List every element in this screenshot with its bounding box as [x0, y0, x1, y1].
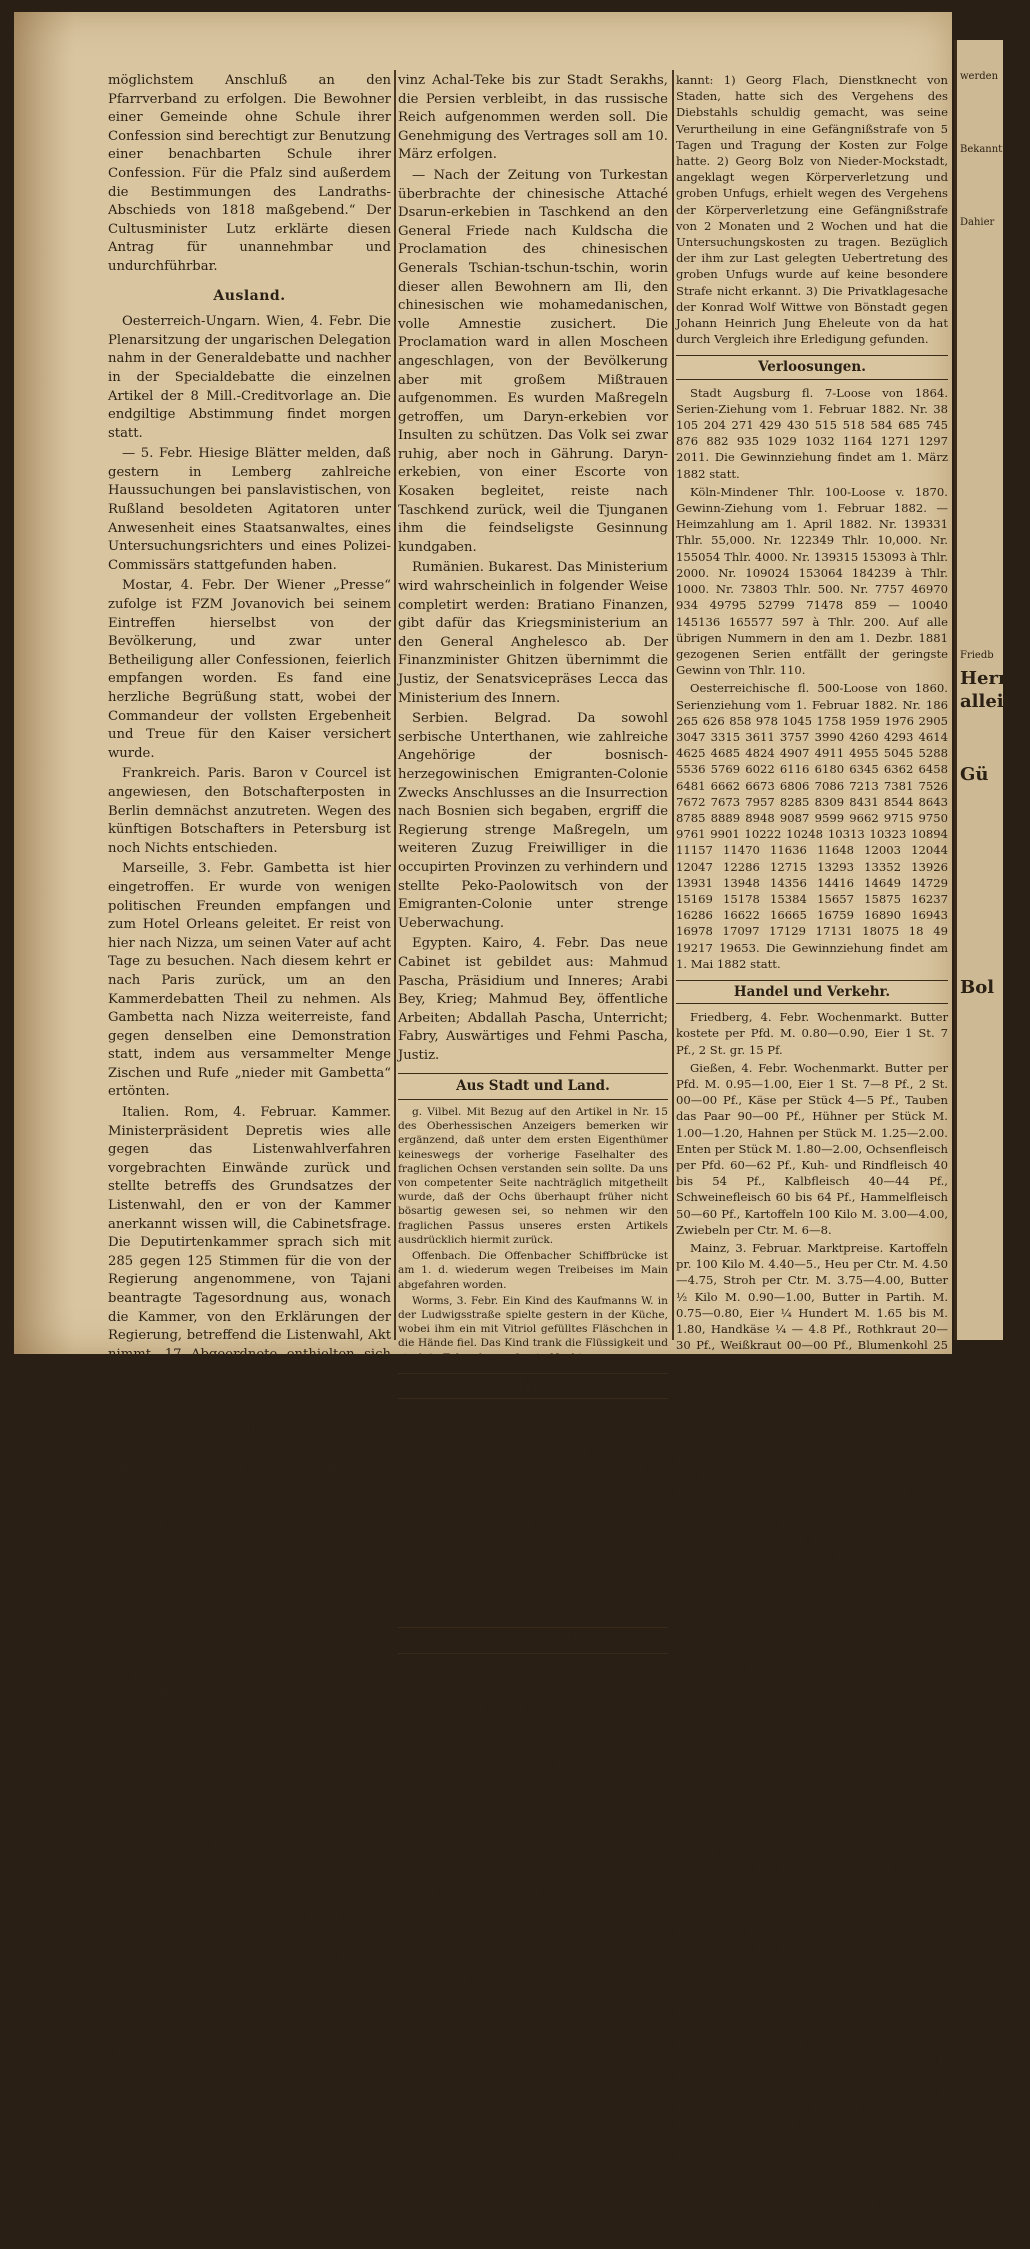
notice-telegraphic-postal: Annahme und Beförderung telegraphischer Post-Anweisungen. Für die Annahme und Beförderung telegraphischer Postanweisungen ist versuchsweise die beschränkende Bestimmung in Wegfall gekommen, nach welcher sowohl am Einzahlungs- als auch am Bestimmungsorte der dem öffentlichen Verkehr dienende Telegraphenanstalt sich befinden muß. Bei telegraphischen Postanweisungen, welche an Orten ohne Telegraphenanstalt zur Post gegeben werden, wird das Ueberweisungs-Telegramm von der Annahme-Postanstalt mit der nächsten Postgelegenheit der am schnellsten zu erreichenden Reichs-Telegraphenanstalt als Einschreibsendung zugeführt. Für letztere hat der Einzahler Porto und Einschreibgebühr im Voraus zu entrichten. Ist eine telegraphische Postanweisung nach einem mit einer Telegraphenanstalt nicht versehenen Postorte gerichtet, so erfolgt die Weiterbeförderung des betreffenden Ueberweisungs-Telegramms von der letzten Telegraphenanstalt bis zur Bestimmungs-Postanstalt ebenfalls mit der nächsten Postgelegenheit als Einschreibsendung. Es ist in das Belieben des Absenders gestellt, ob er das Porto, die Einschreib- und die Eilbestellgebühr für diese Sendung vorauszubezahlen, oder die Berichtigung dem Empfänger überlassen will. Telegraphische Postanweisungen nach Orten ohne Postanstalt werden von der letzten Postanstalt aus in gewisser Weise durch Eilboten ausgeführt. Für die Bestellgebühr telegraphischer Postanweisungen durch Eilboten kommen die für die Eilbestellung gewöhnlicher Postanweisungen im § 21 der Postordnung festgesetzten Gebühren — [676, 1615, 948, 2246]
column-3 — [676, 72, 948, 2249]
news-item-egypt: Egypten. Kairo, 4. Febr. Das neue Cabinet ist gebildet aus: Mahmud Pascha, Präsidium und Inneres; Arabi Bey, Krieg; Mahmud Bey, öffentliche Arbeiten; Abdallah Pascha, Unterricht; Fabry, Auswärtiges und Fehmi Pascha, Justiz. — [398, 936, 668, 1063]
section-heading-verloosungen: Verloosungen. — [676, 355, 948, 379]
news-item-achal-teke: vinz Achal-Teke bis zur Stadt Serakhs, die Persien verbleibt, in das russische Reich aufgenommen werden soll. Die Genehmigung des Vertrages soll am 10. März erfolgen. — [398, 73, 668, 163]
news-item-turkey: Türkei. Konstantinopel, 3. Febr. Die ersten Dragomane der deutschen, russischen, österreichischen und italienischen Botschaft gaben heute an Assym Pascha die identische mündliche Erklärung zu Gunsten der Aufrechterhaltung des status quo in Egypten. Sie fügten hinzu, jede Aenderung würde die Zustimmung aller Großmächte verlangen. Dann hinterließen sie eine Abschrift von dieser Erklärung. — [108, 1536, 391, 1757]
section-heading-gerichtssaal: Gerichtssaal. — [398, 1627, 668, 1654]
adjacent-page-strip — [954, 40, 1030, 1340]
section-heading-allerlei: Allerlei. — [398, 1373, 668, 1400]
market-friedberg: Friedberg, 4. Febr. Wochenmarkt. Butter kostete per Pfd. M. 0.80—0.90, Eier 1 St. 7 Pf., 2 St. gr. 15 Pf. — [676, 1010, 948, 1057]
strip-fragment: Bekanntmach — [960, 144, 1030, 155]
news-item-lemberg: — 5. Febr. Hiesige Blätter melden, daß gestern in Lemberg zahlreiche Haussuchungen bei panslavistischen, von Rußland besoldeten Agitatoren unter Anwesenheit eines Staatsanwaltes, eines Untersuchungsrichters und eines Polizei-Commissärs stattgefunden haben. — [108, 446, 391, 573]
news-item-italy: Italien. Rom, 4. Februar. Kammer. Ministerpräsident Depretis wies alle gegen das Listenwahlverfahren vorgebrachten Einwände zurück und stellte betreffs des Grundsatzes der Listenwahl, den er von der Kammer anerkannt wissen will, die Cabinetsfrage. Die Deputirtenkammer sprach sich mit 285 gegen 125 Stimmen für die von der Regierung angenommene, von Tajani beantragte Tagesordnung aus, wonach die Kammer, von den Erklärungen der Regierung, betreffend die Listenwahl, Akt nimmt. 17 Abgeordnete enthielten sich der Stimmenabgabe. — [108, 1105, 391, 1381]
local-item-vilbel: g. Vilbel. Mit Bezug auf den Artikel in Nr. 15 des Oberhessischen Anzeigers bemerken wir ergänzend, daß unter dem ersten Eigenthümer keineswegs der vorherige Faselhalter des fraglichen Ochsen verstanden sein sollte. Da uns von competenter Seite nachträglich mitgetheilt wurde, daß der Ochs überhaupt früher nicht bösartig gewesen sei, so nehmen wir den fraglichen Passus unseres ersten Artikels ausdrücklich hiermit zurück. — [398, 1106, 668, 1246]
news-item-britain: Großbritannien. London, 5. Februar. Die Declaration, betreffend die Verlängerung des Handelsvertrags mit Frankreich bis 1. März, wurde gestern durch den diesseitigen Botschafter Lord Lyons in Paris und den Ministerpräsidenten Freycinet unterzeichnet. — [108, 1385, 391, 1532]
local-item-offenbach: Offenbach. Die Offenbacher Schiffbrücke ist am 1. d. wiederum wegen Treibeises im Main abgefahren worden. — [398, 1250, 668, 1291]
strip-fragment: Dahier — [960, 217, 995, 228]
page-shadow — [14, 12, 74, 1354]
court-item-altenstadt: Altenstadt. In der heute dahier abgehaltenen Schöffengerichtssitzung wurden in folgenden Sachen er- — [398, 1960, 668, 2001]
article-continuation: möglichstem Anschluß an den Pfarrverband zu erfolgen. Die Bewohner einer Gemeinde ohne Schule ihrer Confession sind berechtigt zur Benutzung einer benachbarten Schule ihrer Confession. Für die Pfalz sind außerdem die Bestimmungen des Landraths-Abschieds von 1818 maßgebend.“ Der Cultusminister Lutz erklärte diesen Antrag für unannehmbar und undurchführbar. — [108, 73, 391, 274]
strip-fragment: Herr — [960, 668, 1008, 689]
column-1 — [108, 72, 391, 2062]
news-item-austria: Oesterreich-Ungarn. Wien, 4. Febr. Die Plenarsitzung der ungarischen Delegation nahm in der Generaldebatte und nachher in der Specialdebatte die einzelnen Artikel der 8 Mill.-Creditvorlage an. Die endgiltige Abstimmung findet morgen statt. — [108, 314, 391, 441]
strip-fragment: Friedb — [960, 650, 994, 661]
section-heading-handel: Handel und Verkehr. — [676, 980, 948, 1004]
misc-item-paris: Paris, 2. Febr. Bontour, der Präsident, und Feder, der Director der „Union générale“, wurden gestern Abend wegen schwindelhafter Börsenspekulationen verhaftet. — [398, 1563, 668, 1619]
column-divider — [672, 70, 674, 1340]
lottery-augsburg: Stadt Augsburg fl. 7-Loose von 1864. Serien-Ziehung vom 1. Februar 1882. Nr. 38 105 204 271 429 430 515 518 584 685 745 876 882 935 1029 1032 1164 1271 1297 2011. Die Gewinnziehung findet am 1. März 1882 statt. — [676, 385, 948, 481]
section-heading-ausland: Ausland. — [213, 287, 286, 304]
section-heading-stadt-land: Aus Stadt und Land. — [398, 1073, 668, 1100]
strip-fragment: Bol — [960, 977, 995, 998]
news-item-porte: — Die Pforte stellte den Vertretern der Mächte die Antwort auf deren Note vom December zu, in der diese wegen des Ceremoniells der Consuln remonstrirten. Die Pforte bedauert, daß sie die Ansicht der Botschafter nicht theilen könne; Capitulationen könnten ihr Recht nicht einschränken. Sie stellt den Usus, auf den die Botschafter in der Note sich berufen, in Abrede und bittet die Botschafter, den Consular-Corps die entsprechenden Instructionen zu geben, damit jedem Mißverständniß vorgebeugt werde. — [108, 1761, 391, 2000]
market-mainz: Mainz, 3. Februar. Marktpreise. Kartoffeln pr. 100 Kilo M. 4.40—5., Heu per Ctr. M. 4.50—4.75, Stroh per Ctr. M. 3.75—4.00, Butter ½ Kilo M. 0.90—1.00, Butter in Partih. M. 0.75—0.80, Eier ¼ Hundert M. 1.65 bis M. 1.80, Handkäse ¼ — 4.8 Pf., Rothkraut 20—30 Pf., Weißkraut 00—00 Pf., Blumenkohl 25—30 Pf., Wirsing 3—5 Pf., 1 Ente M. 2.20 bis 2.50, 1 Hahn M. 1.20 bis 1.70, 1 Huhn M. 1.20—1.70, 1 junge Taube 55—60 Pf. — Fruchtmarkt. Waizen hiesiger M. 25.80—26.00, Termine M. 24.75—26.00, amerik. rother Winterwaizen M. 00.00 bis M. 00.00, Roggen, hiesiger und franz., M. 20.25 bis M. 20.50, Gerste, pfälzer, M. 19.50—19.60, Franken M. 19.60—19.80, Hafer eff. M. 15.25—17.25, Reps M. 29.50—30.50, Repskuchen M. 000.00, Rüböl eff. ohne Faß M. 30.50—30.60, per Mai mit Faß M. 30.30—30.40. — Viehmarkt. Ochsen 1. Qual. M. 64., 2. Qual. M. 56.—62., Kühe 1. Qual. M. 57., 2. Qual. M. 40.—50., Kälber das Pfd. 55—60 Pf., Schweine das Pfd. 55 bis 63 Pf. — [676, 1241, 948, 1612]
column-2 — [398, 72, 668, 2004]
news-item-romania: Rumänien. Bukarest. Das Ministerium wird wahrscheinlich in folgender Weise completirt werden: Bratiano Finanzen, gibt dafür das Kriegsministerium an den General Anghelesco ab. Der Finanzminister Ghitzen übernimmt die Justiz, der Senatsvicepräses Lecca das Ministerium des Innern. — [398, 560, 668, 706]
court-item-continuation: kannt: 1) Georg Flach, Dienstknecht von Staden, hatte sich des Vergehens des Diebstahls schuldig gemacht, was seine Verurtheilung in eine Gefängnißstrafe von 5 Tagen und Tragung der Kosten zur Folge hatte. 2) Georg Bolz von Nieder-Mockstadt, angeklagt wegen Körperverletzung und groben Unfugs, erhielt wegen des Vergehens der Körperverletzung eine Gefängnißstrafe von 2 Monaten und 2 Wochen und hat die Untersuchungskosten zu tragen. Bezüglich der ihm zur Last gelegten Uebertretung des groben Unfugs wurde auf keine besondere Strafe nicht erkannt. 3) Die Privatklagesache der Konrad Wolf Wittwe von Bönstadt gegen Johann Heinrich Jung Eheleute von da hat durch Vergleich ihre Erledigung gefunden. — [676, 73, 948, 347]
column-divider — [394, 70, 396, 1340]
lottery-austria: Oesterreichische fl. 500-Loose von 1860. Serienziehung vom 1. Februar 1882. Nr. 186 265 626 858 978 1045 1758 1959 1976 2905 3047 3315 3611 3757 3990 4260 4293 4614 4625 4685 4824 4907 4911 4955 5045 5288 5536 5769 6022 6116 6180 6345 6362 6458 6481 6662 6673 6806 7086 7213 7381 7526 7672 7673 7957 8285 8309 8431 8544 8643 8785 8889 8948 9087 9599 9662 9715 9750 9761 9901 10222 10248 10313 10323 10894 11157 11470 11636 11648 12003 12044 12047 12286 12715 13293 13352 13926 13931 13948 14356 14416 14649 14729 15169 15178 15384 15657 15875 16237 16286 16622 16665 16759 16890 16943 16978 17097 17129 17131 18075 18 49 19217 19653. Die Gewinnziehung findet am 1. Mai 1882 statt. — [676, 681, 948, 971]
strip-fragment: werden — [960, 71, 999, 82]
market-giessen: Gießen, 4. Febr. Wochenmarkt. Butter per Pfd. M. 0.95—1.00, Eier 1 St. 7—8 Pf., 2 St. 00—00 Pf., Käse per Stück 4—5 Pf., Tauben das Paar 90—00 Pf., Hühner per Stück M. 1.00—1.20, Hahnen per Stück M. 1.25—2.00. Enten per Stück M. 1.80—2.00, Ochsenfleisch per Pfd. 60—62 Pf., Kuh- und Rindfleisch 40 bis 54 Pf., Kalbfleisch 40—44 Pf., Schweinefleisch 60 bis 64 Pf., Hammelfleisch 50—60 Pf., Kartoffeln 100 Kilo M. 3.00—4.00, Zwiebeln per Ctr. M. 6—8. — [676, 1060, 948, 1237]
news-item-france: Frankreich. Paris. Baron v Courcel ist angewiesen, den Botschafterposten in Berlin demnächst anzutreten. Wegen des künftigen Botschafters in Petersburg ist noch Nichts entschieden. — [108, 766, 391, 856]
local-item-worms: Worms, 3. Febr. Ein Kind des Kaufmanns W. in der Ludwigsstraße spielte gestern in der Küche, wobei ihm ein mit Vitriol gefülltes Fläschchen in die Hände fiel. Das Kind trank die Flüssigkeit und starb in Folge dessen heute Nacht. — [398, 1294, 668, 1364]
court-item-butzbach: Butzbach, 3. Febr. Das heutige Schöffengericht war von kurzer Dauer, Strafen wurden nur gegen drei Bettler resp. Landstreicher in der Höhe von 8-12 Tagen Haft erkannt und Ueberweisung derselben an die Landespolizeibehörde ausgesprochen. Die Beleidigungsklage gegen Conrad Weisel II. von Fauerbach v. d. H. kam nicht zur Verhandlung, indem der Beleidigte seinen Strafantrag zurück nahm, da Weisel sich bereit erklärt hatte, die Kosten zu zahlen und die Beleidigung durch eine Erklärung im „Wetterauer Boten“ als unwahr zurückzunehmen. Gegen Adam Klein von der Kröge bei Butzbach, beschuldigt, aus der hiesigen Herberge einen Schlafteppich entwendet zu haben, erkannte das Gericht ein freisprechendes Urtheil, da der Zeuge Joh. Hammel erklärte, daß Klein zur Zeit des Diebstahls nicht in der Herberge gewesen war; der Diebstahl verdächtig soll nun ein gewisser A. Fleckenstein von Lang-Göns in Anklagezustand versetzt und Untersuchung eingeleitet werden. — [398, 1659, 668, 1957]
strip-fragment: allein — [960, 691, 1017, 712]
news-item-turkestan: — Nach der Zeitung von Turkestan überbrachte der chinesische Attaché Dsarun-erkebien in Taschkend an den General Friede nach Kuldscha die Proclamation des chinesischen Generals Tschian-tschun-tschin, worin dieser allen Bewohnern am Ili, den chinesischen wie mohamedanischen, volle Amnestie zusichert. Die Proclamation ward in allen Moscheen angeschlagen, von der Bevölkerung aber mit großem Mißtrauen aufgenommen. Es wurden Maßregeln getroffen, um Daryn-erkebien vor Insulten zu schützen. Das Volk sei zwar ruhig, aber noch in Gährung. Daryn-erkebien, von einer Escorte von Kosaken begleitet, reiste nach Taschkend zurück, weil die Tjunganen ihm die feindseligste Gesinnung kundgaben. — [398, 167, 668, 555]
strip-fragment: Gü — [960, 764, 989, 785]
lottery-koeln-minden: Köln-Mindener Thlr. 100-Loose v. 1870. Gewinn-Ziehung vom 1. Februar 1882. — Heimzahlung am 1. April 1882. Nr. 139331 Thlr. 55,000. Nr. 122349 Thlr. 10,000. Nr. 155054 Thlr. 4000. Nr. 139315 153093 à Thlr. 2000. Nr. 109024 153064 184239 à Thlr. 1000. Nr. 73803 Thlr. 500. Nr. 7757 46970 934 49795 52799 71478 859 — 10040 145136 165577 597 à Thlr. 200. Auf alle übrigen Nummern in den am 1. Dezbr. 1881 gezogenen Serien entfällt der geringste Gewinn von Thlr. 110. — [676, 484, 948, 678]
news-item-serbia: Serbien. Belgrad. Da sowohl serbische Unterthanen, wie zahlreiche Angehörige der bosnisch-herzegowinischen Emigranten-Colonie Zwecks Anschlusses an die Insurrection nach Bosnien sich begaben, ergriff die Regierung strenge Maßregeln, um weiteren Zuzug Freiwilliger in die occupirten Provinzen zu verhindern und stellte Peko-Paolowitsch von der Emigranten-Colonie unter strenge Ueberwachung. — [398, 711, 668, 931]
news-item-russia: Rußland. Petersburg. Rußland schloß mit Persien einen Vertrag, nach dem die Pro- — [108, 2005, 391, 2058]
news-item-mostar: Mostar, 4. Febr. Der Wiener „Presse“ zufolge ist FZM Jovanovich bei seinem Eintreffen hierselbst von der Bevölkerung, und zwar unter Betheiligung aller Confessionen, feierlich empfangen worden. Es fand eine herzliche Begrüßung statt, wobei der Commandeur der vollsten Ergebenheit und Treue für den Kaiser versichert wurde. — [108, 578, 391, 761]
news-item-marseille: Marseille, 3. Febr. Gambetta ist hier eingetroffen. Er wurde von wenigen politischen Freunden empfangen und zum Hotel Orleans geleitet. Er reist von hier nach Nizza, um seinen Vater auf acht Tage zu besuchen. Nach diesem kehrt er nach Paris zurück, um an den Kammerdebatten Theil zu nehmen. Als Gambetta nach Nizza weiterreiste, fand gegen denselben eine Demonstration statt, indem aus versammelter Menge Zischen und Rufe „nieder mit Gambetta“ ertönten. — [108, 861, 391, 1100]
misc-item-fulda: Fulda, 31. Jan. Gestern Abend ereignete sich im benachbarten Dorfe Gieseln eine grauenvolle Mordthat. Der Hüttner Schnell daselbst stichelte dem Hüttner Merz, mit welchem er im Wirthshause scheinbar gemüthlich verkehrt hatte, nach und bohrte ihm sein Messer in das Herz, so daß derselbe alsbald verschied. Der Mörder wurde sofort dingfest gemacht und gefänglich eingezogen. Es ist dies binnen 8 Tagen der vierte Fall der barbarischen Rohheit der hiesigen Landbevölkerung. — [398, 1405, 668, 1560]
